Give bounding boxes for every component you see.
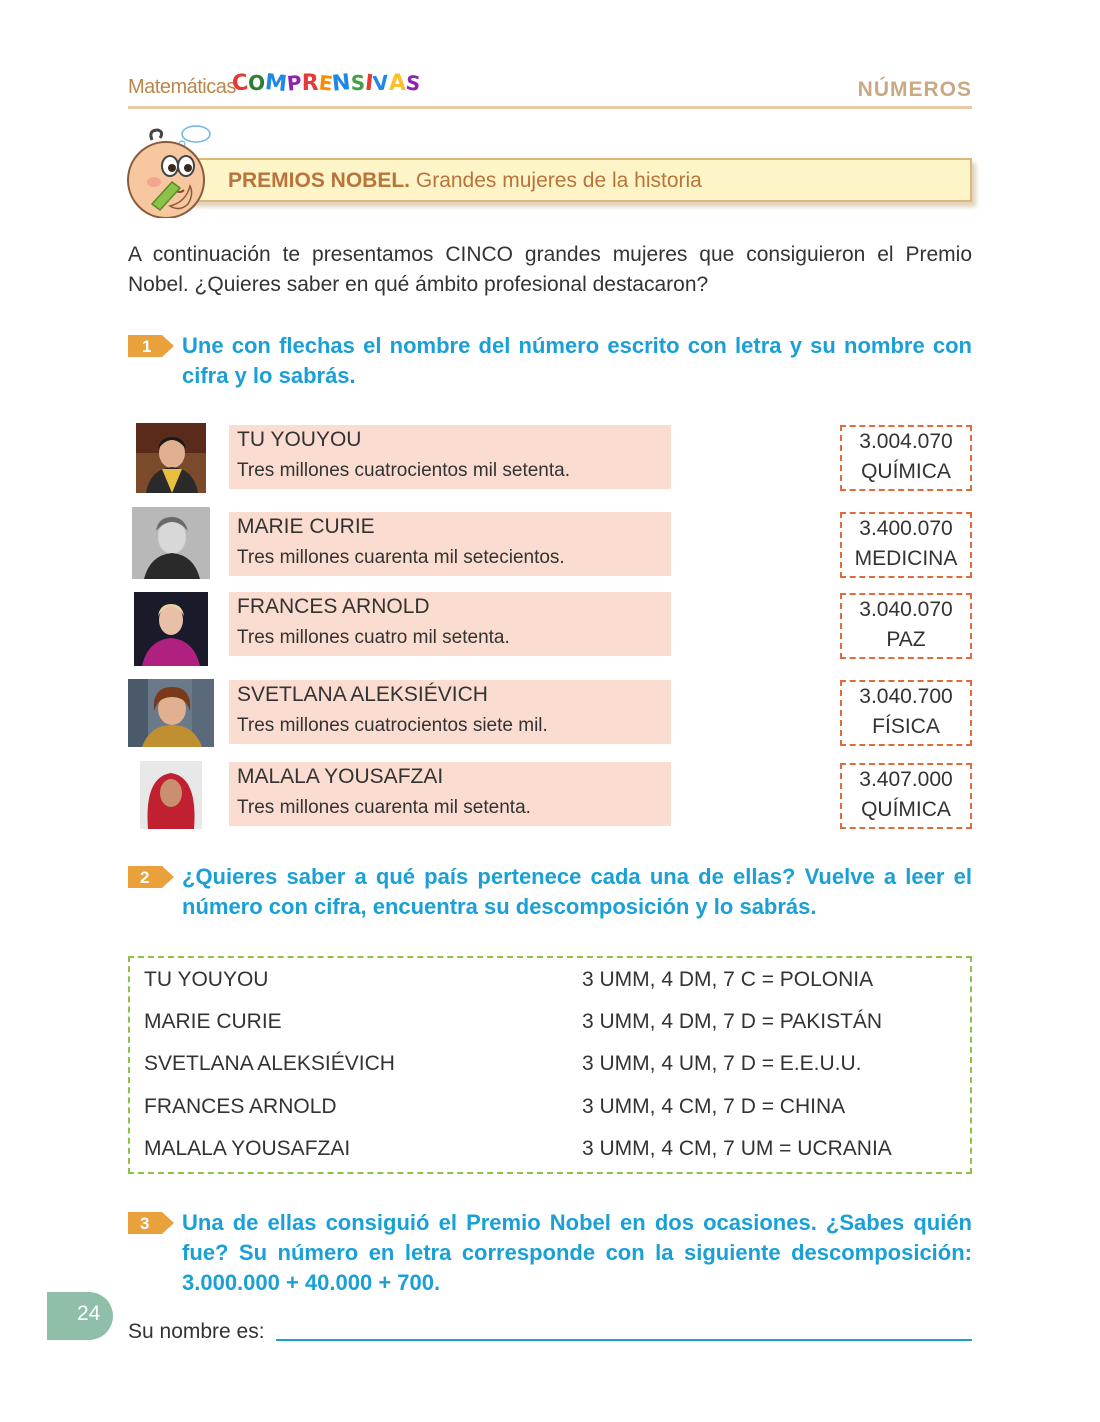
exercise-2-instruction: ¿Quieres saber a qué país pertenece cada una de ellas? Vuelve a leer el número con cifra, encuentra su descomposición y lo sabrás. <box>182 864 972 919</box>
logo-letter: O <box>248 71 266 95</box>
photo-frances-arnold <box>134 592 208 666</box>
exercise-2-badge <box>128 866 174 888</box>
brand-logo <box>232 70 420 96</box>
number-digits: 3.407.000 <box>859 768 953 791</box>
match-name: TU YOUYOU <box>144 968 269 991</box>
woman-row-2 <box>229 512 671 576</box>
country-match-box <box>128 956 972 1174</box>
woman-name: MARIE CURIE <box>237 515 375 538</box>
number-in-words: Tres millones cuarenta mil setenta. <box>237 797 531 818</box>
brand-name: Matemáticas <box>128 76 236 98</box>
woman-name: FRANCES ARNOLD <box>237 595 430 618</box>
number-box-4[interactable] <box>840 680 972 746</box>
number-in-words: Tres millones cuatrocientos mil setenta. <box>237 460 570 481</box>
logo-letter: R <box>301 71 319 96</box>
logo-letter: A <box>388 71 406 96</box>
woman-row-5 <box>229 762 671 826</box>
decomposition: 3 UMM, 4 DM, 7 D = PAKISTÁN <box>582 1010 883 1033</box>
decomposition: 3 UMM, 4 DM, 7 C = POLONIA <box>582 968 874 991</box>
logo-letter: C <box>230 70 250 97</box>
woman-row-1 <box>229 425 671 489</box>
logo-letter: P <box>285 70 303 96</box>
exercise-1-number: 1 <box>142 337 152 356</box>
photo-marie-curie <box>132 507 210 579</box>
page-header <box>128 69 972 106</box>
logo-letter: M <box>263 69 289 98</box>
field-name: QUÍMICA <box>861 798 951 821</box>
logo-letter: I <box>363 70 375 97</box>
exercise-3-instruction: Una de ellas consiguió el Premio Nobel en dos ocasiones. ¿Sabes quién fue? Su número en letra corresponde con la siguiente descomposición: 3.000.000 + 40.000 + 700. <box>182 1210 972 1295</box>
section-title: NÚMEROS <box>857 78 972 101</box>
page-number-tab <box>47 1292 113 1340</box>
page-number: 24 <box>77 1302 101 1325</box>
banner-title-rest: Grandes mujeres de la historia <box>415 169 702 192</box>
number-digits: 3.040.070 <box>859 598 953 621</box>
number-box-1[interactable] <box>840 425 972 491</box>
logo-letter: S <box>350 71 366 95</box>
exercise-3-badge <box>128 1212 174 1234</box>
match-name: MARIE CURIE <box>144 1010 282 1033</box>
match-name: FRANCES ARNOLD <box>144 1095 337 1118</box>
field-name: MEDICINA <box>854 547 958 570</box>
exercise-1-instruction: Une con flechas el nombre del número escrito con letra y su nombre con cifra y lo sabrás. <box>182 333 972 388</box>
match-name: MALALA YOUSAFZAI <box>144 1137 351 1160</box>
photo-tu-youyou <box>136 423 206 493</box>
number-digits: 3.400.070 <box>859 517 953 540</box>
photo-malala-yousafzai <box>140 761 202 829</box>
number-in-words: Tres millones cuatrocientos siete mil. <box>237 715 548 736</box>
decomposition: 3 UMM, 4 UM, 7 D = E.E.U.U. <box>582 1052 862 1075</box>
photo-svetlana-aleksievich <box>128 679 214 747</box>
intro-text: A continuación te presentamos CINCO grandes mujeres que consiguieron el Premio Nobel. ¿Quieres saber en qué ámbito profesional destacaron? <box>128 243 972 296</box>
banner-title <box>228 169 702 193</box>
thinking-child-icon <box>122 122 232 218</box>
logo-letter: S <box>404 70 422 96</box>
decomposition: 3 UMM, 4 CM, 7 D = CHINA <box>582 1095 846 1118</box>
number-box-3[interactable] <box>840 593 972 659</box>
decomposition: 3 UMM, 4 CM, 7 UM = UCRANIA <box>582 1137 892 1160</box>
exercise-2-number: 2 <box>140 868 150 887</box>
number-box-5[interactable] <box>840 763 972 829</box>
field-name: FÍSICA <box>872 715 940 738</box>
number-in-words: Tres millones cuatro mil setenta. <box>237 627 510 648</box>
exercise-1-badge <box>128 335 174 357</box>
header-divider <box>128 106 972 109</box>
woman-name: TU YOUYOU <box>237 428 362 451</box>
banner-title-bold: PREMIOS NOBEL. <box>228 169 411 192</box>
field-name: QUÍMICA <box>861 460 951 483</box>
match-name: SVETLANA ALEKSIÉVICH <box>144 1052 395 1075</box>
number-digits: 3.040.700 <box>859 685 953 708</box>
woman-row-4 <box>229 680 671 744</box>
woman-name: SVETLANA ALEKSIÉVICH <box>237 683 488 706</box>
answer-input-line[interactable] <box>276 1339 972 1341</box>
answer-label: Su nombre es: <box>128 1320 265 1343</box>
title-banner <box>180 158 972 202</box>
logo-letter: E <box>317 70 334 96</box>
logo-letter: V <box>372 70 391 96</box>
woman-row-3 <box>229 592 671 656</box>
number-in-words: Tres millones cuarenta mil setecientos. <box>237 547 565 568</box>
woman-name: MALALA YOUSAFZAI <box>237 765 444 788</box>
number-box-2[interactable] <box>840 512 972 578</box>
exercise-3-number: 3 <box>140 1214 150 1233</box>
logo-letter: N <box>331 70 353 97</box>
field-name: PAZ <box>886 628 926 651</box>
number-digits: 3.004.070 <box>859 430 953 453</box>
